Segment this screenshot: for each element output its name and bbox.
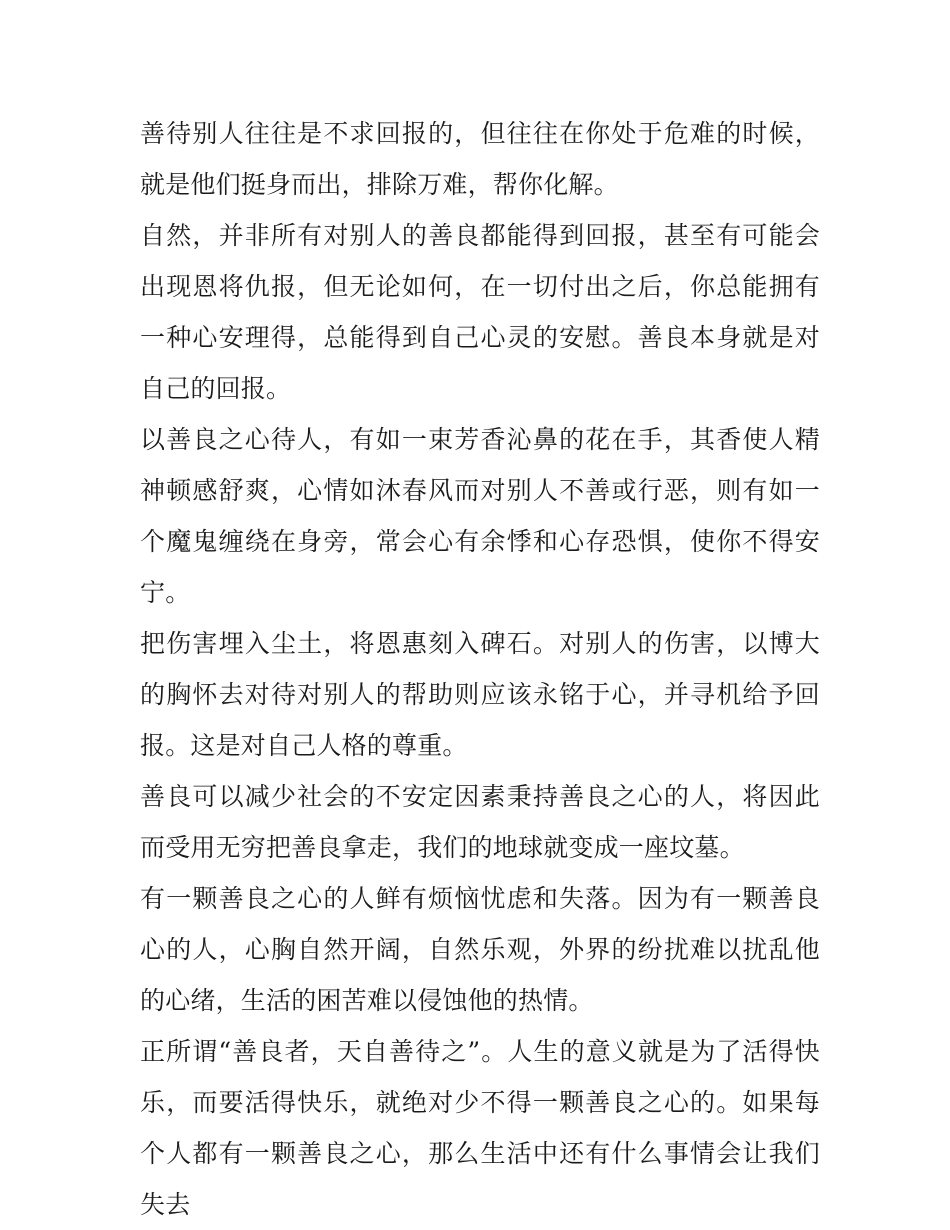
paragraph-7: 正所谓“善良者，天自善待之”。人生的意义就是为了活得快乐，而要活得快乐，就绝对少不得一颗善良之心的。如果每个人都有一颗善良之心，那么生活中还有什么事情会让我们失去 [140, 1037, 820, 1219]
paragraph-2: 自然，并非所有对别人的善良都能得到回报，甚至有可能会出现恩将仇报，但无论如何，在一切付出之后，你总能拥有一种心安理得，总能得到自己心灵的安慰。善良本身就是对自己的回报。 [140, 221, 820, 403]
paragraph-1: 善待别人往往是不求回报的，但往往在你处于危难的时候，就是他们挺身而出，排除万难，帮你化解。 [140, 119, 820, 199]
paragraph-4: 把伤害埋入尘土，将恩惠刻入碑石。对别人的伤害，以博大的胸怀去对待对别人的帮助则应该永铭于心，并寻机给予回报。这是对自己人格的尊重。 [140, 629, 820, 760]
paragraph-3: 以善良之心待人，有如一束芳香沁鼻的花在手，其香使人精神顿感舒爽，心情如沐春风而对别人不善或行恶，则有如一个魔鬼缠绕在身旁，常会心有余悸和心存恐惧，使你不得安宁。 [140, 425, 820, 607]
document-body [140, 108, 820, 1230]
paragraph-5: 善良可以减少社会的不安定因素秉持善良之心的人，将因此而受用无穷把善良拿走，我们的地球就变成一座坟墓。 [140, 782, 820, 862]
paragraph-6: 有一颗善良之心的人鲜有烦恼忧虑和失落。因为有一颗善良心的人，心胸自然开阔，自然乐观，外界的纷扰难以扰乱他的心绪，生活的困苦难以侵蚀他的热情。 [140, 884, 820, 1015]
